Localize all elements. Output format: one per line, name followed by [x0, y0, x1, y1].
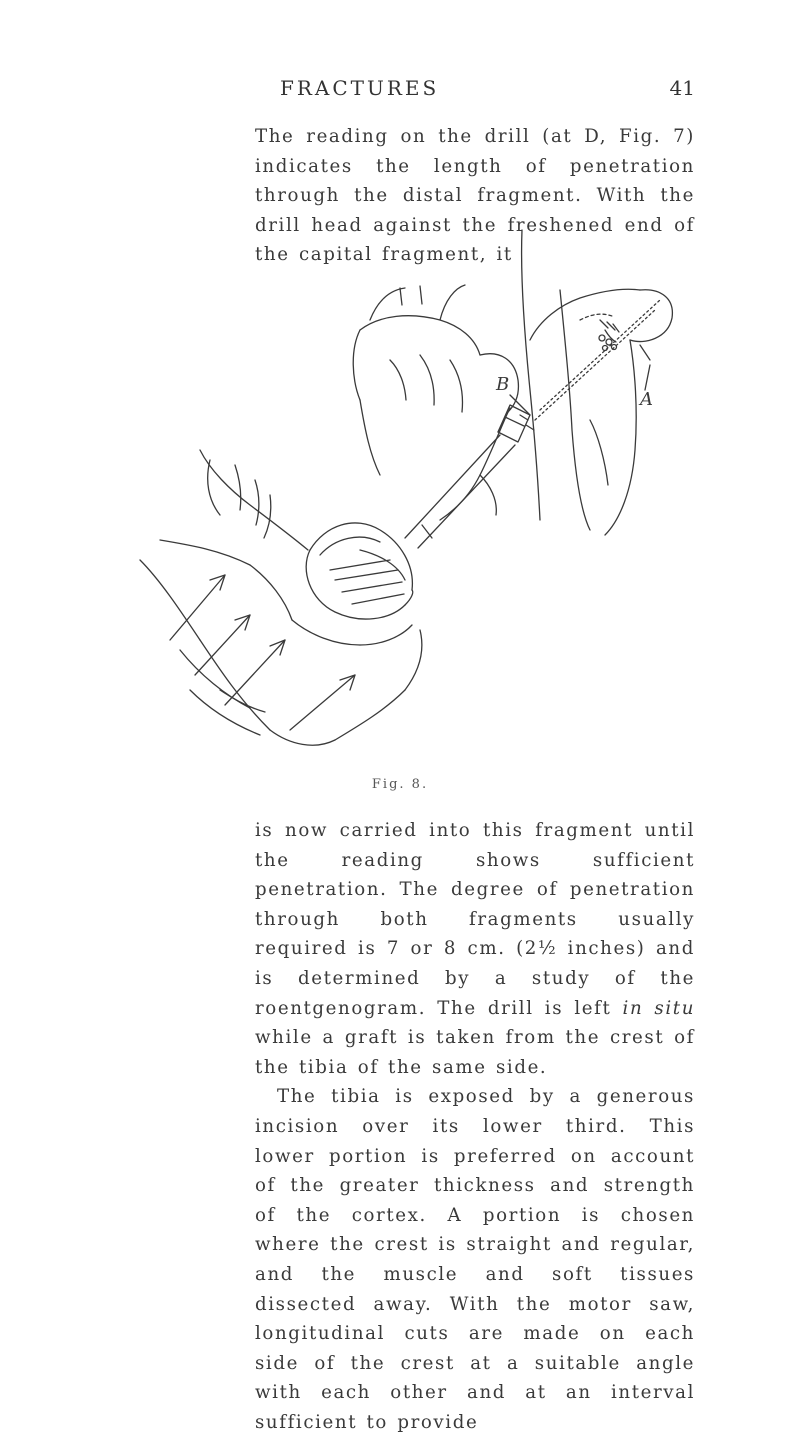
lower-hand-drawing — [140, 450, 422, 745]
paragraph-top-text: The reading on the drill (at D, Fig. 7) indicates the length of penetration through the distal fragment. With the drill head against the freshened end of the capital fragment, it — [255, 126, 695, 266]
upper-hand-drawing — [353, 285, 518, 520]
paragraph-2: The tibia is exposed by a generous incision over its lower third. This lower portion is preferred on account of the greater thickness and strength of the cortex. A portion is chosen where the crest is straight and regular, and the muscle and soft tissues dissected away. With the motor saw, longitudinal cuts are made on each side of the crest at a suitable angle with each other and at an interval sufficient to provide — [255, 1086, 695, 1433]
page-number: 41 — [669, 76, 695, 100]
label-b: B — [496, 374, 510, 395]
paragraph-1-italic: in situ — [622, 997, 696, 1019]
femur-drawing — [520, 230, 672, 535]
motion-arrows — [170, 575, 355, 730]
drill-shaft-drawing — [405, 435, 515, 548]
label-a: A — [640, 389, 653, 410]
figure-caption: Fig. 8. — [371, 777, 429, 792]
drill-illustration — [60, 220, 690, 770]
paragraph-1-start: is now carried into this fragment until the reading shows sufficient penetration. The degree of penetration through both fragments usually required is 7 or 8 cm. (2½ inches) and is determined by a study of the roentgenogram. The drill is left — [255, 820, 695, 1019]
label-a-leader — [645, 365, 650, 390]
body-text-bottom — [255, 816, 695, 1437]
drill-head-drawing — [306, 523, 413, 619]
running-head: FRACTURES — [280, 76, 440, 100]
page-header — [255, 76, 695, 106]
paragraph-1 — [255, 816, 695, 1082]
paragraph-1-end: while a graft is taken from the crest of the tibia of the same side. — [255, 1027, 695, 1078]
figure-illustration — [60, 220, 690, 770]
